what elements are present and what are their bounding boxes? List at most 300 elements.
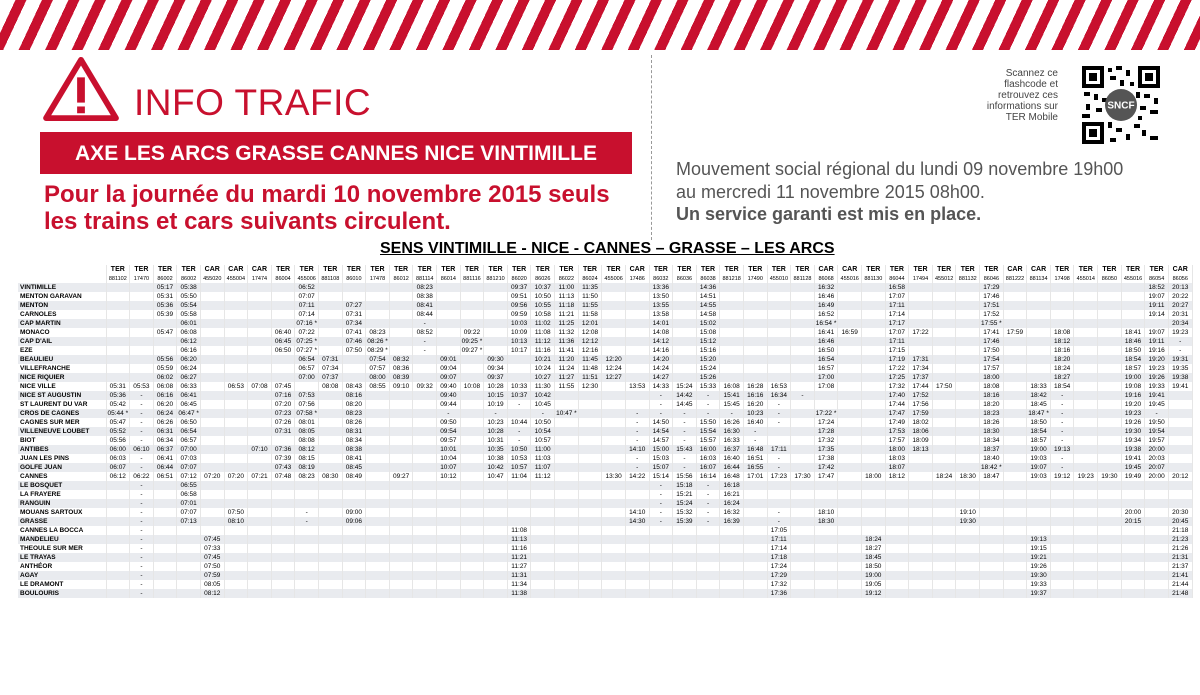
time-cell — [460, 544, 484, 553]
time-cell — [389, 328, 413, 337]
time-cell — [106, 580, 130, 589]
time-cell — [106, 562, 130, 571]
time-cell: 07:20 — [271, 400, 295, 409]
time-cell — [366, 499, 390, 508]
time-cell — [318, 571, 342, 580]
time-cell: - — [130, 427, 154, 436]
time-cell — [389, 427, 413, 436]
time-cell — [200, 319, 224, 328]
time-cell — [1050, 517, 1074, 526]
time-cell: 19:41 — [1145, 391, 1169, 400]
time-cell: 11:25 — [555, 319, 579, 328]
time-cell — [1121, 544, 1145, 553]
time-cell — [389, 481, 413, 490]
time-cell — [862, 418, 886, 427]
time-cell: 06:22 — [130, 472, 154, 481]
time-cell — [130, 364, 154, 373]
time-cell — [318, 283, 342, 292]
time-cell — [1121, 589, 1145, 598]
train-number-cell: 881102 — [106, 274, 130, 283]
train-number-cell: 86044 — [885, 274, 909, 283]
time-cell: - — [673, 463, 697, 472]
train-number-cell: 86002 — [177, 274, 201, 283]
time-cell — [1003, 355, 1027, 364]
time-cell: 15:02 — [696, 319, 720, 328]
time-cell — [318, 337, 342, 346]
timetable-row — [18, 499, 1192, 508]
time-cell: 15:33 — [696, 382, 720, 391]
time-cell: 11:24 — [555, 364, 579, 373]
station-name: VILLENEUVE LOUBET — [18, 427, 106, 436]
time-cell — [342, 580, 366, 589]
time-cell: 19:21 — [1027, 553, 1051, 562]
train-type-cell: TER — [909, 265, 933, 274]
time-cell: 19:07 — [1027, 463, 1051, 472]
time-cell: 09:01 — [437, 355, 461, 364]
time-cell — [177, 589, 201, 598]
time-cell: 18:08 — [1050, 328, 1074, 337]
time-cell — [932, 481, 956, 490]
time-cell — [625, 544, 649, 553]
time-cell — [649, 544, 673, 553]
time-cell: 06:41 — [153, 454, 177, 463]
time-cell — [791, 589, 815, 598]
time-cell: 07:31 — [271, 427, 295, 436]
time-cell — [177, 580, 201, 589]
train-number-cell: 86050 — [1098, 274, 1122, 283]
time-cell: 11:32 — [555, 328, 579, 337]
time-cell — [106, 355, 130, 364]
time-cell — [153, 499, 177, 508]
time-cell — [980, 535, 1004, 544]
time-cell — [1003, 292, 1027, 301]
time-cell: 16:40 — [743, 418, 767, 427]
time-cell: 08:38 — [413, 292, 437, 301]
time-cell — [460, 499, 484, 508]
time-cell: - — [130, 400, 154, 409]
time-cell — [862, 445, 886, 454]
time-cell: 07:16 — [271, 391, 295, 400]
time-cell — [862, 454, 886, 463]
time-cell — [366, 400, 390, 409]
time-cell — [248, 463, 272, 472]
time-cell: 19:34 — [1121, 436, 1145, 445]
time-cell — [389, 391, 413, 400]
time-cell — [484, 553, 508, 562]
time-cell — [767, 328, 791, 337]
time-cell — [1003, 373, 1027, 382]
time-cell — [909, 508, 933, 517]
qr-code-icon[interactable] — [1080, 64, 1162, 146]
time-cell — [342, 589, 366, 598]
time-cell: 18:23 — [980, 409, 1004, 418]
time-cell: 06:16 — [153, 391, 177, 400]
timetable-row — [18, 400, 1192, 409]
time-cell: 15:08 — [696, 328, 720, 337]
time-cell — [1098, 319, 1122, 328]
time-cell: 08:20 — [342, 400, 366, 409]
time-cell — [1145, 553, 1169, 562]
time-cell — [484, 499, 508, 508]
time-cell — [602, 517, 626, 526]
time-cell — [342, 526, 366, 535]
train-type-cell: TER — [318, 265, 342, 274]
time-cell — [602, 454, 626, 463]
time-cell: 21:23 — [1168, 535, 1192, 544]
timetable-row — [18, 301, 1192, 310]
time-cell — [980, 571, 1004, 580]
time-cell — [649, 526, 673, 535]
time-cell — [130, 301, 154, 310]
time-cell — [1098, 382, 1122, 391]
time-cell: 17:49 — [885, 418, 909, 427]
timetable-row — [18, 355, 1192, 364]
strike-notice-line-1: Mouvement social régional du lundi 09 novembre 19h00 — [676, 159, 1124, 179]
time-cell — [1074, 589, 1098, 598]
time-cell — [177, 526, 201, 535]
train-number-cell: 17486 — [625, 274, 649, 283]
time-cell: 20:07 — [1145, 463, 1169, 472]
time-cell — [389, 508, 413, 517]
time-cell — [791, 373, 815, 382]
time-cell — [484, 517, 508, 526]
time-cell: 18:13 — [909, 445, 933, 454]
time-cell — [413, 364, 437, 373]
time-cell — [1027, 301, 1051, 310]
time-cell: 17:34 — [909, 364, 933, 373]
time-cell — [437, 283, 461, 292]
time-cell: 11:48 — [578, 364, 602, 373]
time-cell — [1074, 526, 1098, 535]
time-cell: 19:16 — [1145, 346, 1169, 355]
station-name: GRASSE — [18, 517, 106, 526]
time-cell — [862, 328, 886, 337]
time-cell: 07:00 — [295, 373, 319, 382]
time-cell — [767, 319, 791, 328]
time-cell: 19:57 — [1145, 436, 1169, 445]
time-cell — [720, 328, 744, 337]
time-cell: 16:26 — [720, 418, 744, 427]
time-cell — [625, 562, 649, 571]
time-cell — [838, 589, 862, 598]
time-cell: - — [130, 409, 154, 418]
time-cell — [932, 463, 956, 472]
time-cell: - — [1168, 346, 1192, 355]
time-cell: 17:08 — [814, 382, 838, 391]
time-cell — [1027, 526, 1051, 535]
time-cell: 10:07 — [437, 463, 461, 472]
time-cell: 09:22 — [460, 328, 484, 337]
time-cell — [1050, 499, 1074, 508]
time-cell — [743, 571, 767, 580]
timetable-row — [18, 544, 1192, 553]
time-cell — [460, 553, 484, 562]
time-cell: 20:13 — [1168, 283, 1192, 292]
time-cell — [318, 328, 342, 337]
time-cell — [153, 517, 177, 526]
time-cell: 10:57 — [531, 436, 555, 445]
time-cell — [318, 427, 342, 436]
time-cell: 10:04 — [437, 454, 461, 463]
time-cell — [1074, 553, 1098, 562]
time-cell: 19:45 — [1121, 463, 1145, 472]
time-cell — [838, 517, 862, 526]
time-cell — [437, 571, 461, 580]
time-cell — [366, 535, 390, 544]
train-type-cell: CAR — [1168, 265, 1192, 274]
time-cell — [413, 454, 437, 463]
time-cell — [625, 589, 649, 598]
time-cell: 10:53 — [507, 454, 531, 463]
time-cell — [885, 508, 909, 517]
time-cell — [366, 310, 390, 319]
time-cell — [1145, 589, 1169, 598]
time-cell — [791, 526, 815, 535]
time-cell — [1121, 490, 1145, 499]
time-cell: 08:49 — [342, 472, 366, 481]
time-cell — [838, 571, 862, 580]
time-cell: 14:42 — [673, 391, 697, 400]
time-cell: 16:46 — [814, 337, 838, 346]
time-cell — [248, 373, 272, 382]
time-cell: 17:42 — [814, 463, 838, 472]
time-cell — [1003, 400, 1027, 409]
time-cell: 11:31 — [507, 571, 531, 580]
time-cell: 13:58 — [649, 310, 673, 319]
time-cell — [602, 463, 626, 472]
time-cell: 06:34 — [153, 436, 177, 445]
time-cell — [484, 283, 508, 292]
time-cell — [862, 382, 886, 391]
time-cell — [555, 454, 579, 463]
time-cell: - — [295, 508, 319, 517]
time-cell — [413, 400, 437, 409]
station-name: CANNES LA BOCCA — [18, 526, 106, 535]
time-cell — [318, 499, 342, 508]
time-cell: 17:52 — [980, 310, 1004, 319]
time-cell: 11:21 — [555, 310, 579, 319]
time-cell — [743, 319, 767, 328]
time-cell — [413, 418, 437, 427]
time-cell — [224, 328, 248, 337]
time-cell — [743, 535, 767, 544]
time-cell: 08:26 * — [367, 338, 388, 345]
time-cell — [1003, 427, 1027, 436]
time-cell — [885, 490, 909, 499]
train-type-cell: TER — [1074, 265, 1098, 274]
time-cell — [1168, 427, 1192, 436]
train-type-cell: TER — [437, 265, 461, 274]
time-cell: 18:30 — [814, 517, 838, 526]
time-cell: 09:44 — [437, 400, 461, 409]
station-name: LA FRAYERE — [18, 490, 106, 499]
time-cell: 21:18 — [1168, 526, 1192, 535]
time-cell: 06:53 — [224, 382, 248, 391]
time-cell — [909, 562, 933, 571]
time-cell — [1145, 319, 1169, 328]
time-cell: 07:43 — [271, 463, 295, 472]
train-type-cell: CAR — [625, 265, 649, 274]
time-cell: 17:35 — [814, 445, 838, 454]
time-cell — [932, 319, 956, 328]
time-cell — [106, 589, 130, 598]
time-cell — [743, 328, 767, 337]
time-cell — [437, 292, 461, 301]
time-cell — [224, 418, 248, 427]
time-cell — [956, 292, 980, 301]
time-cell — [413, 373, 437, 382]
time-cell — [106, 508, 130, 517]
time-cell — [932, 292, 956, 301]
timetable-row — [18, 445, 1192, 454]
time-cell — [791, 463, 815, 472]
time-cell — [767, 283, 791, 292]
time-cell: 19:13 — [1027, 535, 1051, 544]
time-cell — [862, 499, 886, 508]
time-cell: 17:22 — [885, 364, 909, 373]
time-cell — [1050, 508, 1074, 517]
time-cell — [484, 337, 508, 346]
time-cell — [909, 292, 933, 301]
time-cell: 17:37 — [909, 373, 933, 382]
time-cell: 10:23 — [743, 409, 767, 418]
time-cell: 14:51 — [696, 292, 720, 301]
time-cell: - — [767, 418, 791, 427]
time-cell — [200, 436, 224, 445]
time-cell: 08:23 — [413, 283, 437, 292]
station-name: VINTIMILLE — [18, 283, 106, 292]
time-cell — [649, 553, 673, 562]
time-cell: 16:50 — [814, 346, 838, 355]
time-cell: 19:38 — [1121, 445, 1145, 454]
time-cell — [318, 481, 342, 490]
time-cell: 05:56 — [106, 436, 130, 445]
time-cell: 07:27 * — [296, 347, 317, 354]
time-cell: 10:08 — [460, 382, 484, 391]
time-cell — [366, 490, 390, 499]
time-cell — [484, 346, 508, 355]
direction-heading: SENS VINTIMILLE - NICE - CANNES – GRASSE – LES ARCS — [380, 240, 835, 257]
time-cell: 06:12 — [177, 337, 201, 346]
station-name: BOULOURIS — [18, 589, 106, 598]
time-cell: 18:47 * — [1028, 410, 1049, 417]
time-cell — [1098, 454, 1122, 463]
train-type-cell: TER — [720, 265, 744, 274]
time-cell — [413, 499, 437, 508]
time-cell: 07:10 — [248, 445, 272, 454]
time-cell: 18:10 — [814, 508, 838, 517]
time-cell — [413, 508, 437, 517]
time-cell: 09:07 — [437, 373, 461, 382]
time-cell — [106, 544, 130, 553]
time-cell — [389, 517, 413, 526]
time-cell: 17:59 — [909, 409, 933, 418]
time-cell — [413, 517, 437, 526]
time-cell: 17:01 — [743, 472, 767, 481]
time-cell — [531, 517, 555, 526]
time-cell — [484, 481, 508, 490]
time-cell — [1003, 580, 1027, 589]
time-cell — [460, 355, 484, 364]
time-cell — [932, 553, 956, 562]
time-cell — [1074, 337, 1098, 346]
time-cell: 14:50 — [649, 418, 673, 427]
time-cell — [932, 283, 956, 292]
time-cell — [460, 589, 484, 598]
time-cell — [885, 571, 909, 580]
time-cell: - — [295, 517, 319, 526]
time-cell — [1121, 283, 1145, 292]
time-cell — [625, 481, 649, 490]
time-cell: 06:08 — [153, 382, 177, 391]
time-cell — [625, 490, 649, 499]
time-cell: 17:11 — [767, 535, 791, 544]
time-cell — [885, 589, 909, 598]
time-cell: - — [649, 499, 673, 508]
time-cell — [743, 562, 767, 571]
time-cell — [555, 544, 579, 553]
time-cell: 17:54 — [980, 355, 1004, 364]
time-cell: 21:48 — [1168, 589, 1192, 598]
time-cell: 17:46 — [980, 337, 1004, 346]
train-type-cell: CAR — [224, 265, 248, 274]
time-cell — [602, 337, 626, 346]
time-cell — [1003, 472, 1027, 481]
time-cell: 14:57 — [649, 436, 673, 445]
time-cell — [956, 409, 980, 418]
time-cell: 06:45 — [271, 337, 295, 346]
time-cell: - — [413, 319, 437, 328]
time-cell — [1027, 319, 1051, 328]
train-type-cell: TER — [507, 265, 531, 274]
time-cell — [932, 346, 956, 355]
time-cell: 15:57 — [696, 436, 720, 445]
train-number-cell: 881132 — [956, 274, 980, 283]
time-cell: 07:50 — [342, 346, 366, 355]
time-cell — [1003, 346, 1027, 355]
time-cell — [767, 481, 791, 490]
time-cell: 09:10 — [389, 382, 413, 391]
time-cell — [200, 427, 224, 436]
time-cell: 17:44 — [885, 400, 909, 409]
time-cell — [932, 562, 956, 571]
time-cell — [342, 562, 366, 571]
time-cell — [1098, 499, 1122, 508]
time-cell — [578, 481, 602, 490]
time-cell — [271, 562, 295, 571]
time-cell: 05:42 — [106, 400, 130, 409]
time-cell: 10:50 — [507, 445, 531, 454]
time-cell: 16:48 — [743, 445, 767, 454]
time-cell: 08:31 — [342, 427, 366, 436]
time-cell: 18:16 — [980, 391, 1004, 400]
time-cell — [814, 580, 838, 589]
time-cell — [885, 535, 909, 544]
time-cell — [956, 418, 980, 427]
time-cell: 18:24 — [932, 472, 956, 481]
time-cell: 19:00 — [1121, 373, 1145, 382]
time-cell — [814, 400, 838, 409]
station-name: BIOT — [18, 436, 106, 445]
time-cell — [531, 589, 555, 598]
time-cell — [791, 292, 815, 301]
time-cell — [578, 517, 602, 526]
time-cell: 10:50 — [531, 292, 555, 301]
time-cell: - — [130, 562, 154, 571]
time-cell: 15:54 — [696, 427, 720, 436]
time-cell: 11:13 — [555, 292, 579, 301]
train-type-cell: TER — [389, 265, 413, 274]
